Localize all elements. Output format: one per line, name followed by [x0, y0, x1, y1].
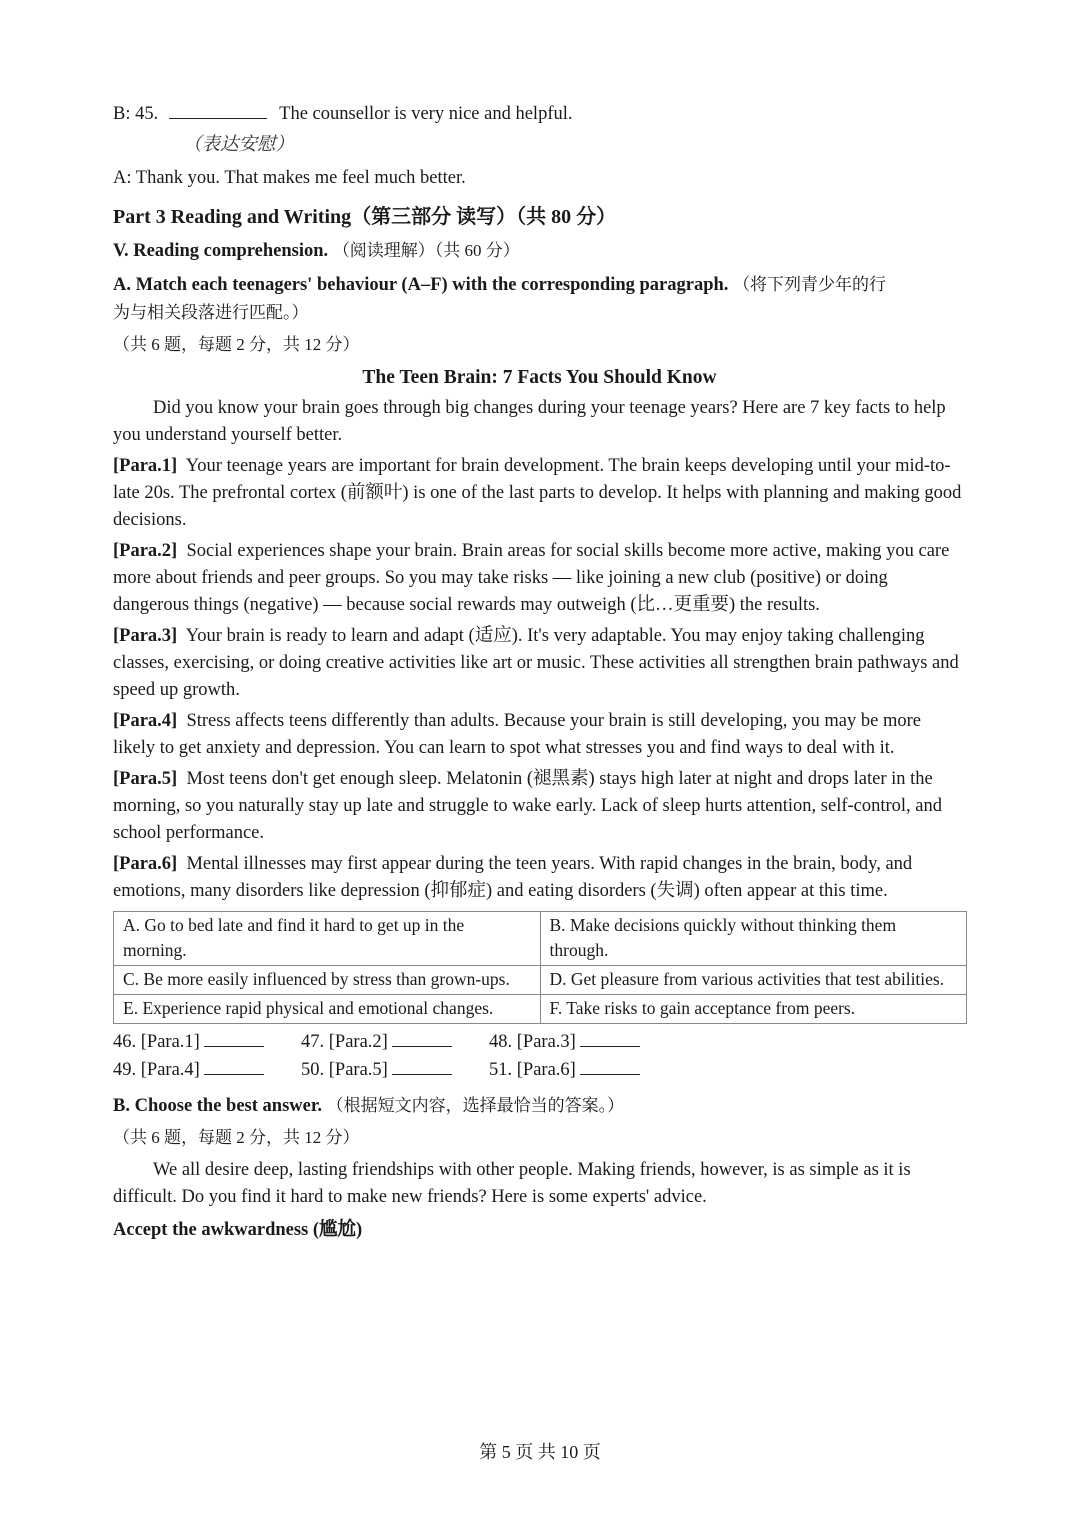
answer-label: 47. [Para.2] [301, 1032, 388, 1052]
table-row [114, 995, 967, 1024]
page-footer: 第 5 页 共 10 页 [479, 1442, 601, 1462]
answer-row [113, 1028, 966, 1056]
paragraph-4 [113, 708, 966, 762]
para-label: [Para.4] [113, 711, 178, 731]
para-label: [Para.6] [113, 854, 178, 874]
answer-blank-51[interactable] [580, 1056, 640, 1075]
question-number: B: 45. [113, 104, 159, 124]
section-a-title-cn: （将下列青少年的行 [733, 275, 887, 294]
section-b-intro: We all desire deep, lasting friendships with other people. Making friends, however, is as simple as it is difficult. Do you find it hard to make new friends? Here is some experts' advice. [113, 1160, 911, 1207]
part-title-cn: （第三部分 读写）（共 80 分） [351, 206, 617, 228]
options-table [113, 911, 967, 1024]
para-text: Mental illnesses may first appear during the teen years. With rapid changes in the brain, body, and emotions, many disorders like depression (抑郁症) and eating disorders (失调) often appear at this time. [113, 854, 913, 901]
section-b-subheading: Accept the awkwardness (尴尬) [113, 1220, 363, 1240]
answer-49 [113, 1056, 301, 1084]
section-v-heading [113, 237, 966, 265]
answer-blank-47[interactable] [392, 1028, 452, 1047]
para-text: Your teenage years are important for brain development. The brain keeps developing until your mid-to-late 20s. The prefrontal cortex (前额叶) is one of the last parts to develop. It helps with planning and making good decisions. [113, 456, 962, 530]
option-d: D. Get pleasure from various activities that test abilities. [540, 966, 967, 995]
answer-blank-49[interactable] [204, 1056, 264, 1075]
article-intro: Did you know your brain goes through big changes during your teenage years? Here are 7 key facts to help you understand yourself better. [113, 398, 946, 445]
option-b: B. Make decisions quickly without thinking them through. [540, 912, 967, 966]
section-v-title: V. Reading comprehension. [113, 241, 329, 261]
para-label: [Para.1] [113, 456, 178, 476]
dialog-line-b [113, 100, 966, 128]
answer-blanks [113, 1028, 966, 1084]
section-b-score: （共 6 题，每题 2 分，共 12 分） [113, 1128, 360, 1147]
table-row [114, 966, 967, 995]
section-v-title-cn: （阅读理解）（共 60 分） [332, 241, 520, 260]
paragraph-5 [113, 766, 966, 847]
paragraph-1 [113, 453, 966, 534]
section-a-title-cn-2: 为与相关段落进行匹配。） [113, 303, 309, 322]
answer-label: 48. [Para.3] [489, 1032, 576, 1052]
hint-text: （表达安慰） [183, 135, 295, 155]
section-b-title: B. Choose the best answer. [113, 1096, 322, 1116]
para-label: [Para.3] [113, 626, 178, 646]
answer-blank-46[interactable] [204, 1028, 264, 1047]
section-b-title-cn: （根据短文内容，选择最恰当的答案。） [326, 1096, 625, 1115]
answer-blank-45[interactable] [169, 100, 267, 119]
part-title: Part 3 Reading and Writing [113, 206, 352, 228]
option-c: C. Be more easily influenced by stress than grown-ups. [114, 966, 541, 995]
answer-label: 49. [Para.4] [113, 1060, 200, 1080]
answer-50 [301, 1056, 489, 1084]
answer-blank-48[interactable] [580, 1028, 640, 1047]
paragraph-3 [113, 623, 966, 704]
para-label: [Para.5] [113, 769, 178, 789]
answer-46 [113, 1028, 301, 1056]
para-text: Stress affects teens differently than adults. Because your brain is still developing, you may be more likely to get anxiety and depression. You can learn to spot what stresses you and find ways to deal with it. [113, 711, 921, 758]
answer-blank-50[interactable] [392, 1056, 452, 1075]
answer-label: 50. [Para.5] [301, 1060, 388, 1080]
para-text: Your brain is ready to learn and adapt (适应). It's very adaptable. You may enjoy taking challenging classes, exercising, or doing creative activities like art or music. These activities all strengthen brain pathways and speed up growth. [113, 626, 959, 700]
para-text: Social experiences shape your brain. Brain areas for social skills become more active, making you care more about friends and peer groups. So you may take risks — like joining a new club (positive) or doing dangerous things (negative) — because social rewards may outweigh (比…更重要) the results. [113, 541, 950, 615]
answer-label: 46. [Para.1] [113, 1032, 200, 1052]
article-title: The Teen Brain: 7 Facts You Should Know [362, 367, 717, 388]
section-a-title: A. Match each teenagers' behaviour (A–F) with the corresponding paragraph. [113, 275, 729, 295]
dialog-line-a: A: Thank you. That makes me feel much better. [113, 168, 466, 188]
part-heading [113, 204, 966, 231]
answer-row [113, 1056, 966, 1084]
answer-48 [489, 1028, 677, 1056]
section-a-score: （共 6 题，每题 2 分，共 12 分） [113, 335, 360, 354]
option-e: E. Experience rapid physical and emotional changes. [114, 995, 541, 1024]
section-a-heading [113, 271, 966, 327]
dialog-text: The counsellor is very nice and helpful. [279, 104, 573, 124]
table-row [114, 912, 967, 966]
answer-label: 51. [Para.6] [489, 1060, 576, 1080]
section-b-heading [113, 1092, 966, 1120]
para-text: Most teens don't get enough sleep. Melatonin (褪黑素) stays high later at night and drops later in the morning, so you naturally stay up late and struggle to wake early. Lack of sleep hurts attention, self-control, and school performance. [113, 769, 943, 843]
paragraph-6 [113, 851, 966, 905]
para-label: [Para.2] [113, 541, 178, 561]
answer-51 [489, 1056, 677, 1084]
paragraph-2 [113, 538, 966, 619]
exam-page [113, 100, 966, 1244]
option-a: A. Go to bed late and find it hard to get up in the morning. [114, 912, 541, 966]
option-f: F. Take risks to gain acceptance from peers. [540, 995, 967, 1024]
answer-47 [301, 1028, 489, 1056]
